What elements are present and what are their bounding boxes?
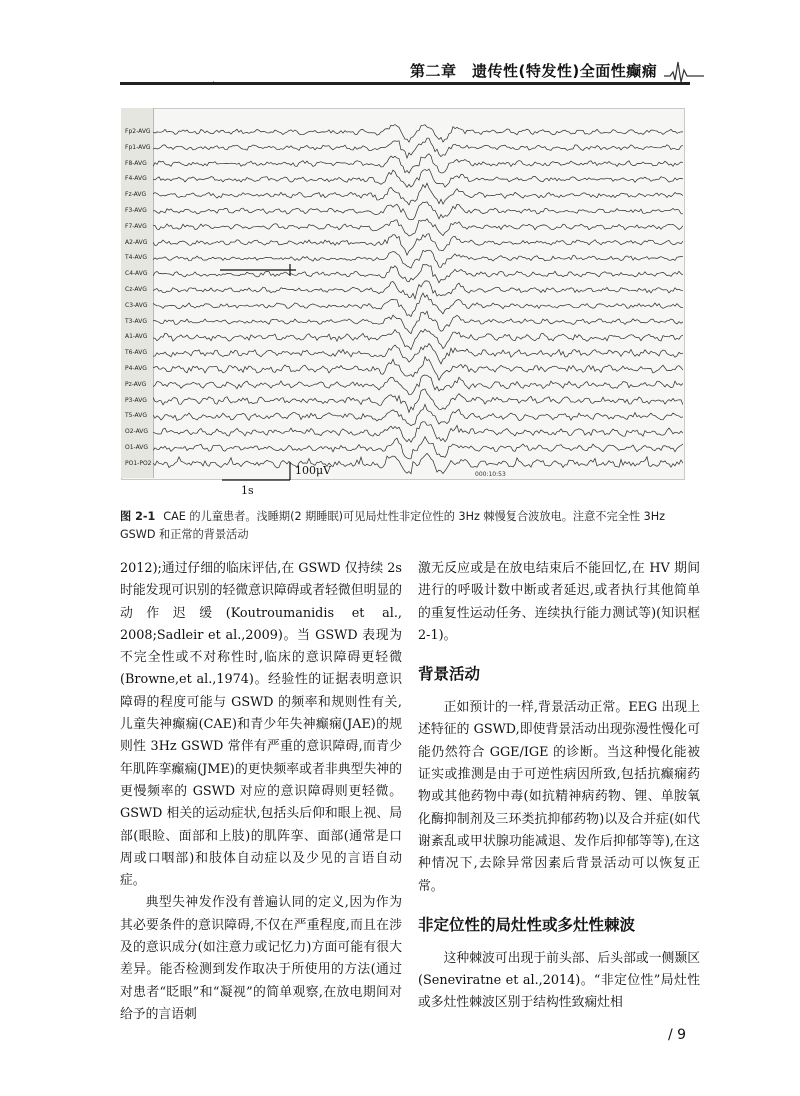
channel-label: A1-AVG: [125, 333, 148, 341]
channel-label: T5-AVG: [125, 412, 147, 420]
channel-label: C4-AVG: [125, 270, 148, 278]
channel-label: O1-AVG: [125, 444, 149, 451]
channel-label: T4-AVG: [125, 254, 147, 262]
left-paragraph-1: 2012);通过仔细的临床评估,在 GSWD 仅持续 2s 时能发现可识别的轻微意识障碍或者轻微但明显的动作迟缓(Koutroumanidis et al., 2008;Sadleir et al.,2009)。当 GSWD 表现为不完全性或不对称性时,临床的意识障碍更轻微(Browne,et al.,1974)。经验性的证据表明意识障碍的程度可能与 GSWD 的频率和规则性有关,儿童失神癫痫(CAE)和青少年失神癫痫(JAE)的规则性 3Hz GSWD 常伴有严重的意识障碍,而青少年肌阵挛癫痫(JME)的更快频率或者非典型失神的更慢频率的 GSWD 对应的意识障碍则更轻微。GSWD 相关的运动症状,包括头后仰和眼上视、局部(眼睑、面部和上肢)的肌阵挛、面部(通常是口周或口咽部)和肢体自动症以及少见的言语自动症。: [120, 561, 402, 889]
channel-label: Pz-AVG: [125, 380, 147, 388]
section-heading-spikes: 非定位性的局灶性或多灶性棘波: [418, 915, 636, 934]
eeg-trace: [153, 293, 683, 316]
channel-label: O2-AVG: [125, 428, 149, 436]
eeg-trace: [153, 250, 683, 268]
channel-label: Fz-AVG: [125, 191, 147, 199]
eeg-traces: [153, 108, 683, 478]
right-paragraph-3: 这种棘波可出现于前头部、后头部或一侧颞区(Seneviratne et al.,2014)。“非定位性”局灶性或多灶性棘波区别于结构性致痫灶相: [418, 950, 700, 1011]
channel-label: P4-AVG: [125, 365, 147, 372]
eeg-trace: [153, 329, 683, 350]
eeg-trace: [153, 219, 683, 236]
eeg-trace: [153, 404, 683, 425]
eeg-trace: [153, 234, 683, 255]
left-column: [120, 558, 402, 1026]
eeg-trace: [153, 357, 683, 381]
eeg-trace: [153, 154, 683, 173]
eeg-trace: [153, 311, 683, 333]
decorative-dot: ˋ: [212, 82, 217, 93]
channel-label: F3-AVG: [125, 207, 147, 214]
channel-label: A2-AVG: [125, 238, 148, 246]
channel-label: T6-AVG: [125, 349, 147, 357]
figure-timestamp: 000:10:53: [475, 471, 506, 478]
eeg-trace: [153, 437, 683, 459]
eeg-trace: [153, 389, 683, 413]
channel-label: PO1-PO2: [125, 459, 152, 467]
eeg-trace: [153, 138, 683, 158]
channel-label: Fp2-AVG: [125, 128, 151, 135]
eeg-trace: [153, 344, 683, 364]
scale-amplitude: 100μV: [295, 464, 332, 477]
channel-label: Fp1-AVG: [125, 143, 151, 151]
caption-label: 图 2-1: [120, 510, 156, 523]
figure-caption: [120, 508, 690, 544]
eeg-trace: [153, 125, 683, 143]
eeg-trace: [153, 169, 683, 187]
right-column: [418, 558, 700, 1015]
eeg-trace: [153, 202, 683, 220]
channel-label: F4-AVG: [125, 175, 147, 183]
scale-time: 1s: [241, 484, 254, 497]
eeg-trace: [153, 183, 683, 205]
chapter-title: 第二章 遗传性(特发性)全面性癫痫: [410, 62, 658, 80]
eeg-wave-logo-icon: [664, 58, 704, 84]
eeg-trace: [153, 281, 683, 299]
channel-label: C3-AVG: [125, 301, 148, 309]
left-paragraph-2: 典型失神发作没有普遍认同的定义,因为作为其必要条件的意识障碍,不仅在严重程度,而且在涉及的意识成分(如注意力或记忆力)方面可能有很大差异。能否检测到发作取决于所使用的方法(通过对患者“眨眼”和“凝视”的简单观察,在放电期间对给予的言语刺: [120, 895, 402, 1022]
channel-label: F7-AVG: [125, 222, 147, 230]
header-rule: [120, 82, 690, 85]
eeg-trace: [153, 264, 683, 282]
section-heading-background: 背景活动: [418, 665, 481, 684]
eeg-trace: [153, 375, 683, 395]
channel-label: T3-AVG: [125, 317, 147, 325]
right-paragraph-1: 激无反应或是在放电结束后不能回忆,在 HV 期间进行的呼吸计数中断或者延迟,或者执行其他简单的重复性运动任务、连续执行能力测试等)(知识框 2-1)。: [418, 561, 700, 643]
eeg-trace: [153, 453, 683, 473]
channel-label: F8-AVG: [125, 159, 147, 167]
page-number: / 9: [668, 1027, 687, 1043]
channel-label: Cz-AVG: [125, 286, 147, 293]
eeg-trace: [153, 422, 683, 443]
right-paragraph-2: 正如预计的一样,背景活动正常。EEG 出现上述特征的 GSWD,即使背景活动出现弥漫性慢化可能仍然符合 GGE/IGE 的诊断。当这种慢化能被证实或推测是由于可逆性病因所致,包括抗癫痫药物或其他药物中毒(如抗精神病药物、锂、单胺氧化酶抑制剂及三环类抗抑郁药物)以及合并症(如代谢紊乱或甲状腺功能减退、发作后抑郁等等),在这种情况下,去除异常因素后背景活动可以恢复正常。: [418, 700, 700, 894]
caption-text: CAE 的儿童患者。浅睡期(2 期睡眠)可见局灶性非定位性的 3Hz 棘慢复合波放电。注意不完全性 3Hz GSWD 和正常的背景活动: [120, 510, 666, 541]
channel-label: P3-AVG: [125, 396, 147, 404]
